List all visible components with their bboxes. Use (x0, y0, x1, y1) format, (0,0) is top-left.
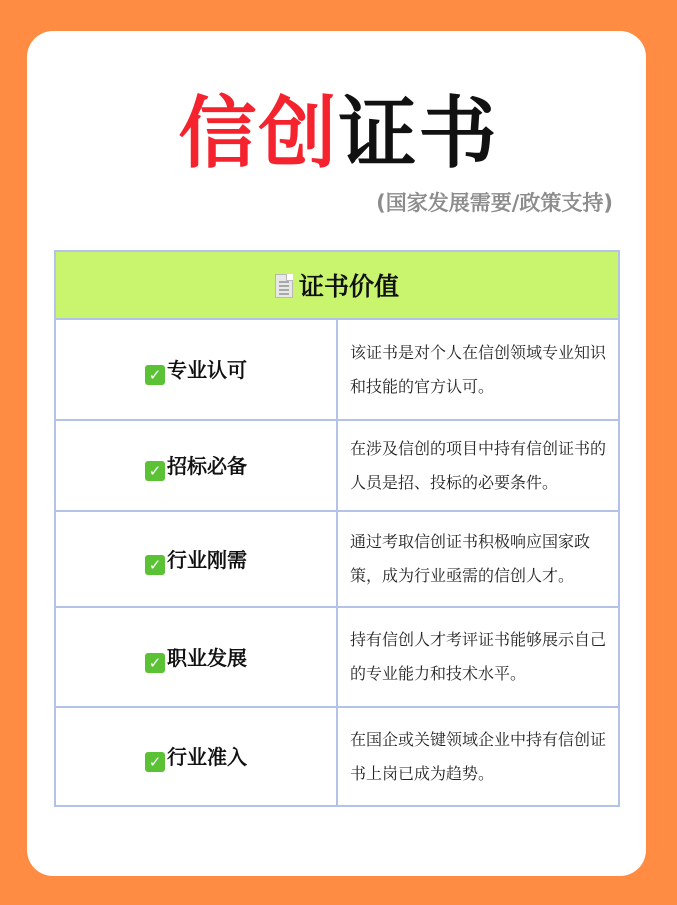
table-row (55, 319, 619, 420)
row-label: 专业认可 (167, 358, 247, 382)
table-row (55, 607, 619, 707)
page-title (0, 86, 677, 182)
page-subtitle: (国家发展需要/政策支持) (376, 191, 613, 215)
row-description: 该证书是对个人在信创领域专业知识和技能的官方认可。 (337, 319, 619, 420)
row-label-cell (55, 420, 337, 511)
certificate-value-table (54, 250, 620, 807)
checkmark-box-icon: ✓ (145, 752, 165, 772)
table-row (55, 420, 619, 511)
checkmark-box-icon: ✓ (145, 365, 165, 385)
row-label: 行业准入 (167, 745, 247, 769)
row-label-cell (55, 707, 337, 806)
table-header-row (55, 251, 619, 319)
row-description: 在国企或关键领域企业中持有信创证书上岗已成为趋势。 (337, 707, 619, 806)
row-label-cell (55, 319, 337, 420)
title-black-part: 证书 (338, 89, 499, 179)
row-label: 行业刚需 (167, 547, 247, 572)
checkmark-box-icon: ✓ (145, 653, 165, 673)
table-row (55, 707, 619, 806)
row-description: 在涉及信创的项目中持有信创证书的人员是招、投标的必要条件。 (337, 420, 619, 511)
table-header-label: 证书价值 (298, 272, 399, 301)
row-label-cell (55, 607, 337, 707)
row-label: 招标必备 (167, 454, 247, 478)
checkmark-box-icon: ✓ (145, 555, 165, 575)
row-description: 持有信创人才考评证书能够展示自己的专业能力和技术水平。 (337, 607, 619, 707)
row-label-cell (55, 511, 337, 607)
document-icon (275, 274, 293, 298)
title-red-part: 信创 (178, 89, 339, 179)
row-description: 通过考取信创证书积极响应国家政策，成为行业亟需的信创人才。 (337, 511, 619, 607)
checkmark-box-icon: ✓ (145, 461, 165, 481)
table-header (55, 251, 619, 319)
table-row (55, 511, 619, 607)
row-label: 职业发展 (167, 645, 247, 670)
